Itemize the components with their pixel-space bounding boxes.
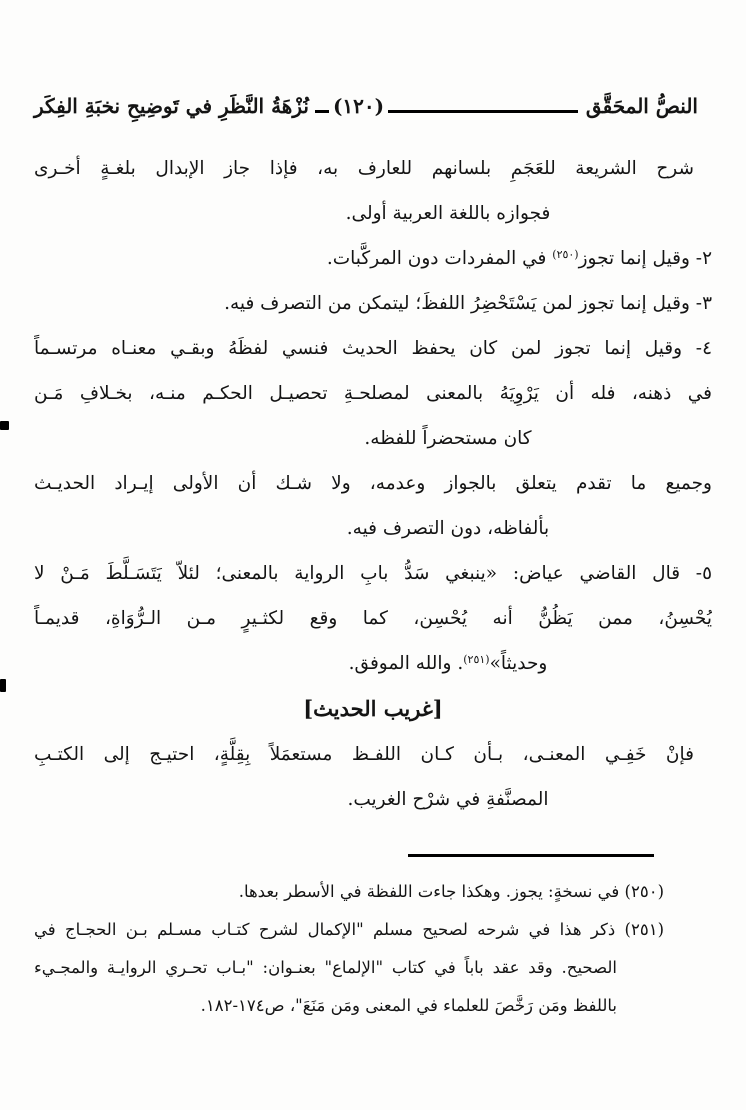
scan-artifact-mark <box>0 679 6 692</box>
body-line <box>34 461 712 506</box>
body-line <box>34 236 712 281</box>
body-line <box>34 371 712 416</box>
text-segment: وحديثاً» <box>489 653 548 674</box>
text-segment: فجوازه باللغة العربية أولى. <box>345 203 551 224</box>
text-segment: ٢- وقيل إنما تجوز <box>578 248 712 269</box>
text-segment: المصنَّفةِ في شرْح الغريب. <box>347 789 549 810</box>
text-segment: [غريب الحديث] <box>303 696 443 721</box>
footnote-line <box>34 949 712 987</box>
page-header <box>0 86 746 126</box>
footnote-separator <box>408 854 654 857</box>
text-segment: في ذهنه، فله أن يَرْوِيَهُ بالمعنى لمصلحـةِ تحصيـل الحكـم منـه، بخـلافِ مَـن <box>34 383 712 404</box>
body-text <box>0 146 746 822</box>
header-rule-long <box>388 110 578 113</box>
text-segment: الصحيح. وقد عقد باباً في كتاب "الإلماع" بعنـوان: "بـاب تحـري الروايـة والمجـيء <box>34 958 617 977</box>
body-line <box>34 777 712 822</box>
body-line <box>34 506 712 551</box>
text-segment: ٣- وقيل إنما تجوز لمن يَسْتَحْضِرُ اللفظَ؛ ليتمكن من التصرف فيه. <box>224 293 712 314</box>
text-segment: . والله الموفق. <box>348 653 464 674</box>
body-line <box>34 641 712 686</box>
body-line <box>34 146 712 191</box>
body-line <box>34 551 712 596</box>
footnote-line <box>34 987 712 1025</box>
body-line <box>34 191 712 236</box>
text-segment: فإنْ خَفِـي المعنـى، بـأن كـان اللفـظ مستعمَلاً بِقِلَّةٍ، احتيـج إلى الكتـبِ <box>34 744 694 765</box>
text-segment: في المفردات دون المركَّبات. <box>326 248 553 269</box>
body-line <box>34 732 712 777</box>
text-segment: ٥- قال القاضي عياض: «ينبغي سَدُّ بابِ الرواية بالمعنى؛ لئلاّ يَتَسَـلَّطَ مَـنْ لا <box>34 563 712 584</box>
body-line <box>34 596 712 641</box>
section-heading <box>34 686 712 732</box>
body-line <box>34 326 712 371</box>
text-segment: يُحْسِنُ، ممن يَظُنُّ أنه يُحْسِن، كما وقع لكثـيرٍ مـن الـرُّوَاةِ، قديمـاً <box>34 608 712 629</box>
text-segment: وجميع ما تقدم يتعلق بالجواز وعدمه، ولا شـك أن الأولى إيـراد الحديـث <box>34 473 712 494</box>
text-segment: بألفاظه، دون التصرف فيه. <box>346 518 550 539</box>
header-rule-short <box>315 110 329 113</box>
header-book-title: نُزْهَةُ النَّظَرِ في تَوضِيحِ نخبَةِ الفِكَر <box>34 94 309 118</box>
body-line <box>34 281 712 326</box>
footnote-ref: (٢٥١) <box>463 653 490 666</box>
body-line <box>34 416 712 461</box>
text-segment: باللفظ ومَن رَخَّصَ للعلماء في المعنى ومَن مَنَعَ"، ص١٧٤-١٨٢. <box>200 996 617 1015</box>
footnote-ref: (٢٥٠) <box>552 248 579 261</box>
footnotes <box>0 873 746 1025</box>
header-section-label: النصُّ المحَقَّق <box>585 94 698 118</box>
text-segment: كان مستحضراً للفظه. <box>364 428 532 449</box>
page-number: (١٢٠) <box>332 94 385 118</box>
text-segment: ٤- وقيل إنما تجوز لمن كان يحفظ الحديث فنسي لفظَهُ وبقـي معنـاه مرتسـماً <box>34 338 712 359</box>
footnote-line <box>34 911 712 949</box>
scan-artifact-mark <box>0 421 9 430</box>
footnote-line <box>34 873 712 911</box>
text-segment: (٢٥١) ذكر هذا في شرحه لصحيح مسلم "الإكمال لشرح كتـاب مسـلم بـن الحجـاج في <box>34 920 664 939</box>
text-segment: شرح الشريعة للعَجَمِ بلسانهم للعارف به، فإذا جاز الإبدال بلغـةٍ أخـرى <box>34 158 694 179</box>
text-segment: (٢٥٠) في نسخةٍ: يجوز. وهكذا جاءت اللفظة في الأسطر بعدها. <box>238 882 664 901</box>
